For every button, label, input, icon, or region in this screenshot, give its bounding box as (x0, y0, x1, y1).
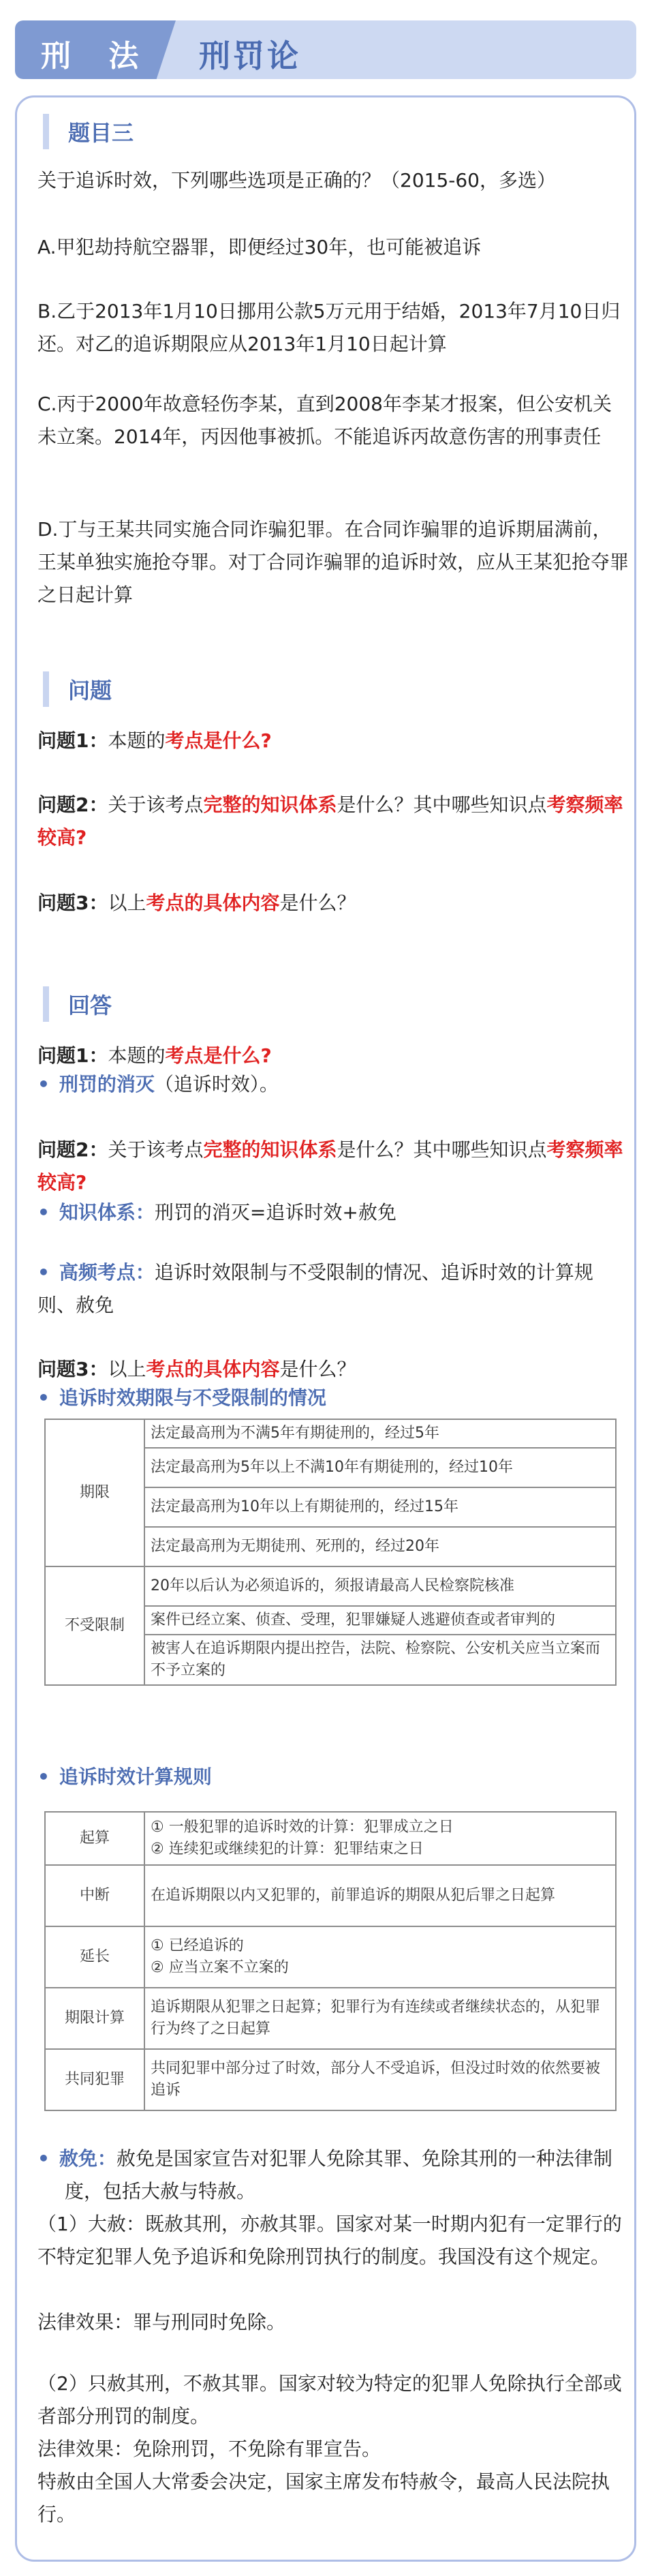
bullet-icon: • (37, 1073, 50, 1095)
amnesty-label: 赦免： (59, 2147, 116, 2170)
a-q3-prefix: 问题3： (37, 1358, 108, 1380)
q2-highlight1: 完整的知识体系 (203, 793, 337, 816)
q2-text1: 关于该考点 (108, 793, 204, 816)
q1-prefix: 问题1： (37, 729, 108, 752)
table-cell: 案件已经立案、侦查、受理，犯罪嫌疑人逃避侦查或者审判的 (144, 1606, 616, 1635)
q3-text1: 以上 (108, 892, 146, 914)
amnesty-text: 赦免是国家宣告对犯罪人免除其罪、免除其刑的一种法律制度，包括大赦与特赦。 (65, 2147, 612, 2202)
table-cell: 法定最高刑为不满5年有期徒刑的，经过5年 (144, 1419, 616, 1448)
question-section-heading (43, 111, 134, 152)
a1-label: 刑罚的消灭 (59, 1073, 155, 1095)
a-q2-highlight1: 完整的知识体系 (203, 1138, 337, 1161)
question-1 (37, 725, 630, 757)
table2-title (37, 1761, 212, 1793)
table-cell-line: ① 已经追诉的 (151, 1937, 244, 1954)
option-c: C.丙于2000年故意轻伤李某，直到2008年李某才报案，但公安机关未立案。2014年，丙因他事被抓。不能追诉丙故意伤害的刑事责任 (37, 393, 612, 448)
frequent-points (37, 1256, 630, 1322)
table-cell (144, 2049, 616, 2110)
option-a: A.甲犯劫持航空器罪，即便经过30年，也可能被追诉 (37, 236, 482, 258)
answer-section-heading (43, 984, 112, 1025)
amnesty-special: （2）只赦其刑，不赦其罪。国家对较为特定的犯罪人免除执行全部或者部分刑罚的制度。 (37, 2372, 622, 2427)
table-row (45, 1419, 616, 1448)
table-cell-category: 中断 (45, 1865, 144, 1926)
option-d: D.丁与王某共同实施合同诈骗犯罪。在合同诈骗罪的追诉期届满前，王某单独实施抢夺罪。对丁合同诈骗罪的追诉时效，应从王某犯抢夺罪之日起计算 (37, 518, 629, 606)
bullet-icon: • (37, 1766, 50, 1788)
a-q3-highlight: 考点的具体内容 (146, 1358, 280, 1380)
bullet-icon: • (37, 1201, 50, 1224)
table-cell-category: 延长 (45, 1926, 144, 1988)
table-cell-category: 不受限制 (45, 1566, 144, 1685)
table-cell-line: 追诉期限从犯罪之日起算；犯罪行为有连续或者继续状态的，从犯罪行为终了之日起算 (151, 1999, 601, 2037)
table-cell-category: 期限 (45, 1419, 144, 1566)
q2-highlight2: 考察频率较高? (37, 793, 623, 849)
table-row (45, 1988, 616, 2049)
table-row (45, 2049, 616, 2110)
table-row (45, 1812, 616, 1865)
table-cell (144, 1926, 616, 1988)
a-q1-highlight: 考点是什么? (165, 1044, 272, 1067)
a1-text: （追诉时效）。 (154, 1073, 279, 1095)
knowledge-system (37, 1196, 630, 1229)
bullet-icon: • (37, 1261, 50, 1284)
knowledge-text: 刑罚的消灭=追诉时效+赦免 (154, 1201, 396, 1224)
a-q1-prefix: 问题1： (37, 1044, 108, 1067)
q1-highlight: 考点是什么? (165, 729, 272, 752)
statute-period-table (44, 1419, 617, 1686)
table-cell: 法定最高刑为无期徒刑、死刑的，经过20年 (144, 1527, 616, 1566)
table-cell (144, 1988, 616, 2049)
statute-calculation-table (44, 1811, 617, 2111)
content-card (15, 95, 636, 2562)
table-cell-line: ② 应当立案不立案的 (151, 1959, 289, 1976)
bullet-icon: • (37, 2147, 50, 2170)
q2-text2: 是什么？其中哪些知识点 (337, 793, 547, 816)
section-accent-bar (43, 671, 49, 707)
a-q2-text2: 是什么？其中哪些知识点 (337, 1138, 547, 1161)
answer-question-2 (37, 1134, 630, 1199)
question-2 (37, 789, 630, 854)
q3-highlight: 考点的具体内容 (146, 892, 280, 914)
answer-1 (37, 1068, 630, 1101)
bullet-icon: • (37, 1387, 50, 1409)
table-cell: 法定最高刑为10年以上有期徒刑的，经过15年 (144, 1487, 616, 1527)
a-q2-text1: 关于该考点 (108, 1138, 204, 1161)
table1-title (37, 1382, 326, 1414)
table-cell-category: 共同犯罪 (45, 2049, 144, 2110)
table-cell: 法定最高刑为5年以上不满10年有期徒刑的，经过10年 (144, 1448, 616, 1487)
amnesty-general: （1）大赦：既赦其刑，亦赦其罪。国家对某一时期内犯有一定罪行的不特定犯罪人免予追诉和免除刑罚执行的制度。我国没有这个规定。 (37, 2213, 622, 2268)
table-cell-category: 起算 (45, 1812, 144, 1865)
amnesty-special-effect: 法律效果：免除刑罚，不免除有罪宣告。 (37, 2438, 382, 2460)
knowledge-label: 知识体系： (59, 1201, 155, 1224)
a-q1-text: 本题的 (108, 1044, 166, 1067)
q2-prefix: 问题2： (37, 793, 108, 816)
amnesty-intro (37, 2142, 630, 2208)
table-cell: 被害人在追诉期限内提出控告，法院、检察院、公安机关应当立案而不予立案的 (144, 1635, 616, 1685)
answer-question-3 (37, 1353, 630, 1386)
table-row (45, 1926, 616, 1988)
table-cell (144, 1812, 616, 1865)
answer-question-1 (37, 1040, 630, 1072)
table2-title-text: 追诉时效计算规则 (59, 1766, 212, 1788)
questions-section-heading (43, 669, 112, 710)
option-b: B.乙于2013年1月10日挪用公款5万元用于结婚，2013年7月10日归还。对乙的追诉期限应从2013年1月10日起计算 (37, 300, 621, 355)
frequent-label: 高频考点： (59, 1261, 155, 1284)
q3-text2: 是什么？ (279, 892, 356, 914)
table-cell-line: ② 连续犯或继续犯的计算：犯罪结束之日 (151, 1840, 424, 1858)
amnesty-authority: 特赦由全国人大常委会决定，国家主席发布特赦令，最高人民法院执行。 (37, 2470, 610, 2526)
topic-title: 刑罚论 (199, 37, 301, 74)
frequent-text: 追诉时效限制与不受限制的情况、追诉时效的计算规则、赦免 (37, 1261, 593, 1316)
question-3 (37, 887, 630, 920)
amnesty-general-effect: 法律效果：罪与刑同时免除。 (37, 2311, 286, 2333)
page-header (15, 20, 636, 79)
table-row (45, 1865, 616, 1926)
table-cell (144, 1865, 616, 1926)
a-q3-text2: 是什么？ (279, 1358, 356, 1380)
table1-title-text: 追诉时效期限与不受限制的情况 (59, 1387, 326, 1409)
section-label: 问题 (68, 678, 112, 703)
a-q2-highlight2: 考察频率较高? (37, 1138, 623, 1194)
q3-prefix: 问题3： (37, 892, 108, 914)
table-cell-category: 期限计算 (45, 1988, 144, 2049)
subject-label: 刑 法 (41, 39, 153, 74)
question-stem: 关于追诉时效，下列哪些选项是正确的？（2015-60，多选） (37, 169, 556, 192)
section-accent-bar (43, 114, 49, 149)
section-accent-bar (43, 986, 49, 1022)
a-q3-text1: 以上 (108, 1358, 146, 1380)
table-cell-line: ① 一般犯罪的追诉时效的计算：犯罪成立之日 (151, 1819, 454, 1836)
a-q2-prefix: 问题2： (37, 1138, 108, 1161)
table-row (45, 1566, 616, 1606)
table-cell-line: 共同犯罪中部分过了时效，部分人不受追诉，但没过时效的依然要被追诉 (151, 2060, 601, 2099)
table-cell-line: 在追诉期限以内又犯罪的，前罪追诉的期限从犯后罪之日起算 (151, 1887, 556, 1904)
section-label: 回答 (68, 992, 112, 1018)
table-cell: 20年以后认为必须追诉的，须报请最高人民检察院核准 (144, 1566, 616, 1606)
section-label: 题目三 (68, 120, 134, 146)
q1-text: 本题的 (108, 729, 166, 752)
